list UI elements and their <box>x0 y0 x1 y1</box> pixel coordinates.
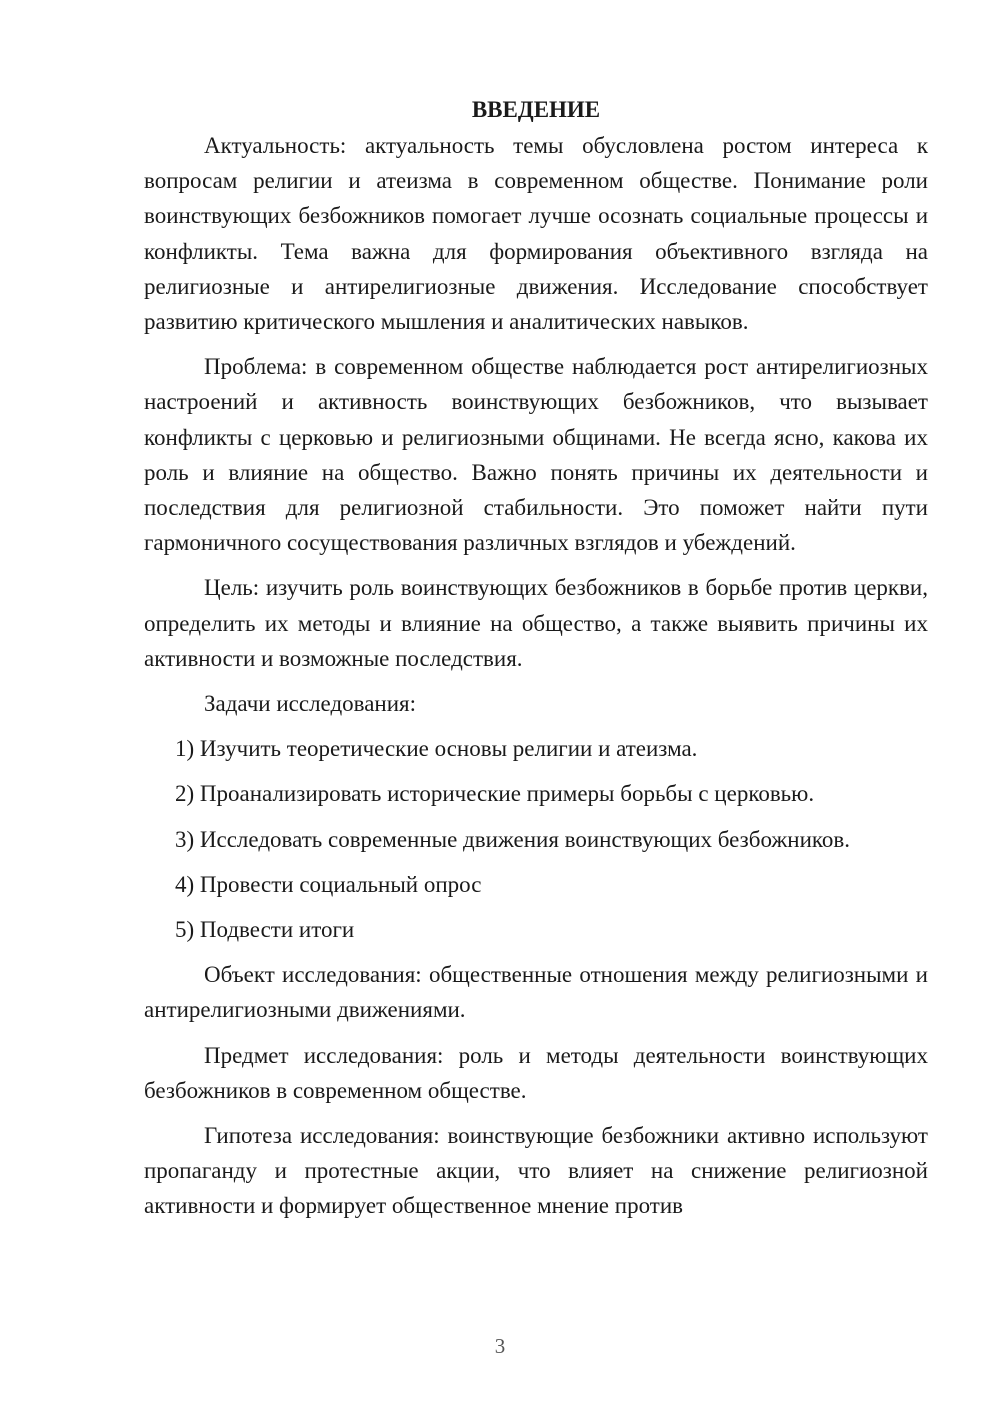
task-item: 1) Изучить теоретические основы религии и атеизма. <box>175 736 698 762</box>
tasks-heading: Задачи исследования: <box>204 691 417 717</box>
paragraph-subject: Предмет исследования: роль и методы деятельности воинствующих безбожников в современном обществе. <box>144 1042 928 1103</box>
task-item: 4) Провести социальный опрос <box>175 871 482 897</box>
task-item: 3) Исследовать современные движения воинствующих безбожников. <box>175 826 850 852</box>
paragraph-object: Объект исследования: общественные отношения между религиозными и антирелигиозными движениями. <box>144 962 928 1023</box>
task-list <box>144 731 928 947</box>
page-content <box>144 92 928 1224</box>
closing-section <box>144 957 928 1223</box>
page-title: ВВЕДЕНИЕ <box>471 97 601 122</box>
task-item: 5) Подвести итоги <box>175 917 355 943</box>
paragraph-problem: Проблема: в современном обществе наблюдается рост антирелигиозных настроений и активность воинствующих безбожников, что вызывает конфликты с церковью и религиозными общинами. Не всегда ясно, какова их роль и влияние на общество. Важно понять причины их деятельности и последствия для религиозной стабильности. Это поможет найти пути гармоничного сосуществования различных взглядов и убеждений. <box>144 354 928 556</box>
paragraph-hypothesis: Гипотеза исследования: воинствующие безбожники активно используют пропаганду и протестные акции, что влияет на снижение религиозной активности и формирует общественное мнение против <box>144 1123 928 1219</box>
paragraph-goal: Цель: изучить роль воинствующих безбожников в борьбе против церкви, определить их методы и влияние на общество, а также выявить причины их активности и возможные последствия. <box>144 575 928 671</box>
page-number: 3 <box>494 1334 506 1358</box>
task-item: 2) Проанализировать исторические примеры борьбы с церковью. <box>175 781 815 807</box>
paragraph-relevance: Актуальность: актуальность темы обусловлена ростом интереса к вопросам религии и атеизма в современном обществе. Понимание роли воинствующих безбожников помогает лучше осознать социальные процессы и конфликты. Тема важна для формирования объективного взгляда на религиозные и антирелигиозные движения. Исследование способствует развитию критического мышления и аналитических навыков. <box>144 133 928 335</box>
